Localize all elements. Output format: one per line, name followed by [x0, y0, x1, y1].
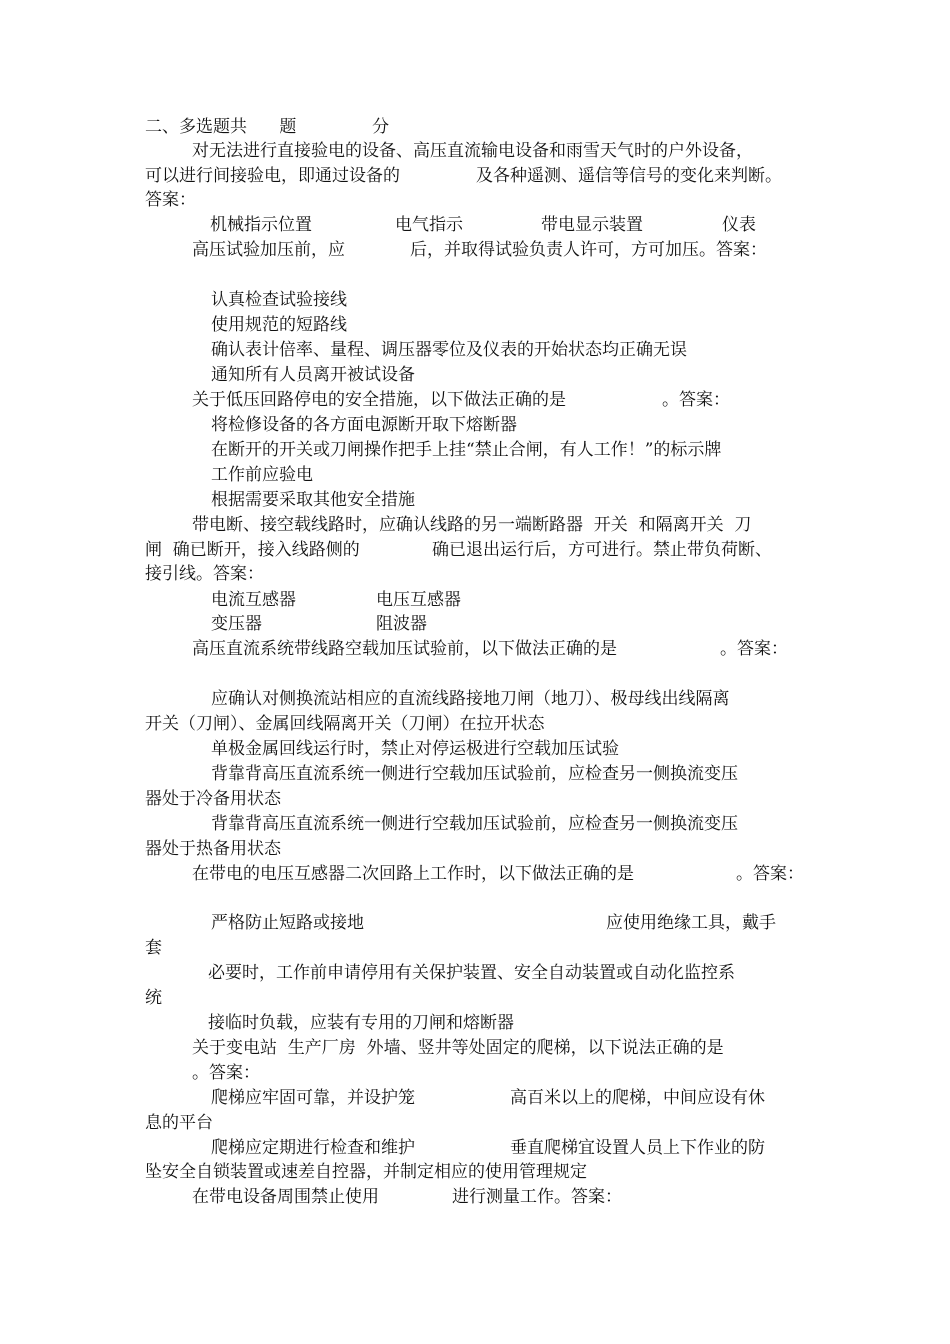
- q4-option-c: 变压器: [211, 614, 262, 634]
- q8-stem-b: 进行测量工作。答案：: [452, 1187, 622, 1207]
- q5-option-a-line2: 开关（刀闸）、金属回线隔离开关（刀闸）在拉开状态: [145, 714, 545, 734]
- q6-option-c-line2: 统: [145, 988, 162, 1008]
- q1-stem-line1: 对无法进行直接验电的设备、高压直流输电设备和雨雪天气时的户外设备，: [192, 141, 753, 161]
- q3-option-a: 将检修设备的各方面电源断开取下熔断器: [211, 415, 517, 435]
- q7-stem-line1: 关于变电站 生产厂房 外墙、竖井等处固定的爬梯，以下说法正确的是: [192, 1038, 724, 1058]
- q5-option-d-line1: 背靠背高压直流系统一侧进行空载加压试验前，应检查另一侧换流变压: [211, 814, 738, 834]
- q2-option-b: 使用规范的短路线: [211, 315, 347, 335]
- q5-option-a-line1: 应确认对侧换流站相应的直流线路接地刀闸（地刀）、极母线出线隔离: [211, 689, 730, 709]
- q6-stem-b: 。答案：: [736, 864, 804, 884]
- q1-option-c: 带电显示装置: [541, 215, 643, 235]
- q7-stem-line2: 。答案：: [192, 1063, 260, 1083]
- q7-option-d-line2: 坠安全自锁装置或速差自控器，并制定相应的使用管理规定: [145, 1162, 587, 1182]
- q5-stem-a: 高压直流系统带线路空载加压试验前，以下做法正确的是: [192, 639, 617, 659]
- q6-option-d: 接临时负载，应装有专用的刀闸和熔断器: [208, 1013, 514, 1033]
- q6-option-c-line1: 必要时，工作前申请停用有关保护装置、安全自动装置或自动化监控系: [208, 963, 735, 983]
- q7-option-c: 爬梯应定期进行检查和维护: [211, 1138, 415, 1158]
- q2-option-a: 认真检查试验接线: [211, 290, 347, 310]
- q5-option-c-line1: 背靠背高压直流系统一侧进行空载加压试验前，应检查另一侧换流变压: [211, 764, 738, 784]
- q4-option-d: 阻波器: [376, 614, 427, 634]
- q4-stem-line3: 接引线。答案：: [145, 564, 264, 584]
- q4-stem-line2b: 确已退出运行后，方可进行。禁止带负荷断、: [432, 540, 772, 560]
- q1-option-a: 机械指示位置: [210, 215, 312, 235]
- q4-option-a: 电流互感器: [211, 590, 296, 610]
- q5-option-c-line2: 器处于冷备用状态: [145, 789, 281, 809]
- q7-option-d-line1: 垂直爬梯宜设置人员上下作业的防: [510, 1138, 765, 1158]
- q4-stem-line2a: 闸 确已断开，接入线路侧的: [145, 540, 360, 560]
- q2-stem-b: 后，并取得试验负责人许可，方可加压。答案：: [410, 240, 767, 260]
- q2-option-d: 通知所有人员离开被试设备: [211, 365, 415, 385]
- q1-option-b: 电气指示: [395, 215, 463, 235]
- q7-option-b-line2: 息的平台: [145, 1113, 213, 1133]
- q2-stem-a: 高压试验加压前，应: [192, 240, 345, 260]
- q3-option-c: 工作前应验电: [211, 465, 313, 485]
- q2-option-c: 确认表计倍率、量程、调压器零位及仪表的开始状态均正确无误: [211, 340, 687, 360]
- q6-stem-a: 在带电的电压互感器二次回路上工作时，以下做法正确的是: [192, 864, 634, 884]
- q6-option-b-line1: 应使用绝缘工具，戴手: [606, 913, 776, 933]
- q3-option-b: 在断开的开关或刀闸操作把手上挂“禁止合闸，有人工作！”的标示牌: [211, 440, 722, 460]
- q7-option-a: 爬梯应牢固可靠，并设护笼: [211, 1088, 415, 1108]
- q8-stem-a: 在带电设备周围禁止使用: [192, 1187, 379, 1207]
- q6-option-b-line2: 套: [145, 938, 162, 958]
- q7-option-b-line1: 高百米以上的爬梯，中间应设有休: [510, 1088, 765, 1108]
- q3-option-d: 根据需要采取其他安全措施: [211, 490, 415, 510]
- q3-stem-b: 。答案：: [662, 390, 730, 410]
- q5-stem-b: 。答案：: [720, 639, 788, 659]
- q5-option-d-line2: 器处于热备用状态: [145, 839, 281, 859]
- q4-stem-line1: 带电断、接空载线路时，应确认线路的另一端断路器 开关 和隔离开关 刀: [192, 515, 752, 535]
- q5-option-b: 单极金属回线运行时，禁止对停运极进行空载加压试验: [211, 739, 619, 759]
- section-title: 二、多选题共 题 分: [145, 117, 390, 137]
- q3-stem-a: 关于低压回路停电的安全措施，以下做法正确的是: [192, 390, 566, 410]
- q1-answer-label: 答案：: [145, 190, 196, 210]
- q4-option-b: 电压互感器: [376, 590, 461, 610]
- q1-stem-line2b: 及各种遥测、遥信等信号的变化来判断。: [476, 166, 782, 186]
- q1-option-d: 仪表: [722, 215, 756, 235]
- q1-stem-line2a: 可以进行间接验电，即通过设备的: [145, 166, 400, 186]
- q6-option-a: 严格防止短路或接地: [211, 913, 364, 933]
